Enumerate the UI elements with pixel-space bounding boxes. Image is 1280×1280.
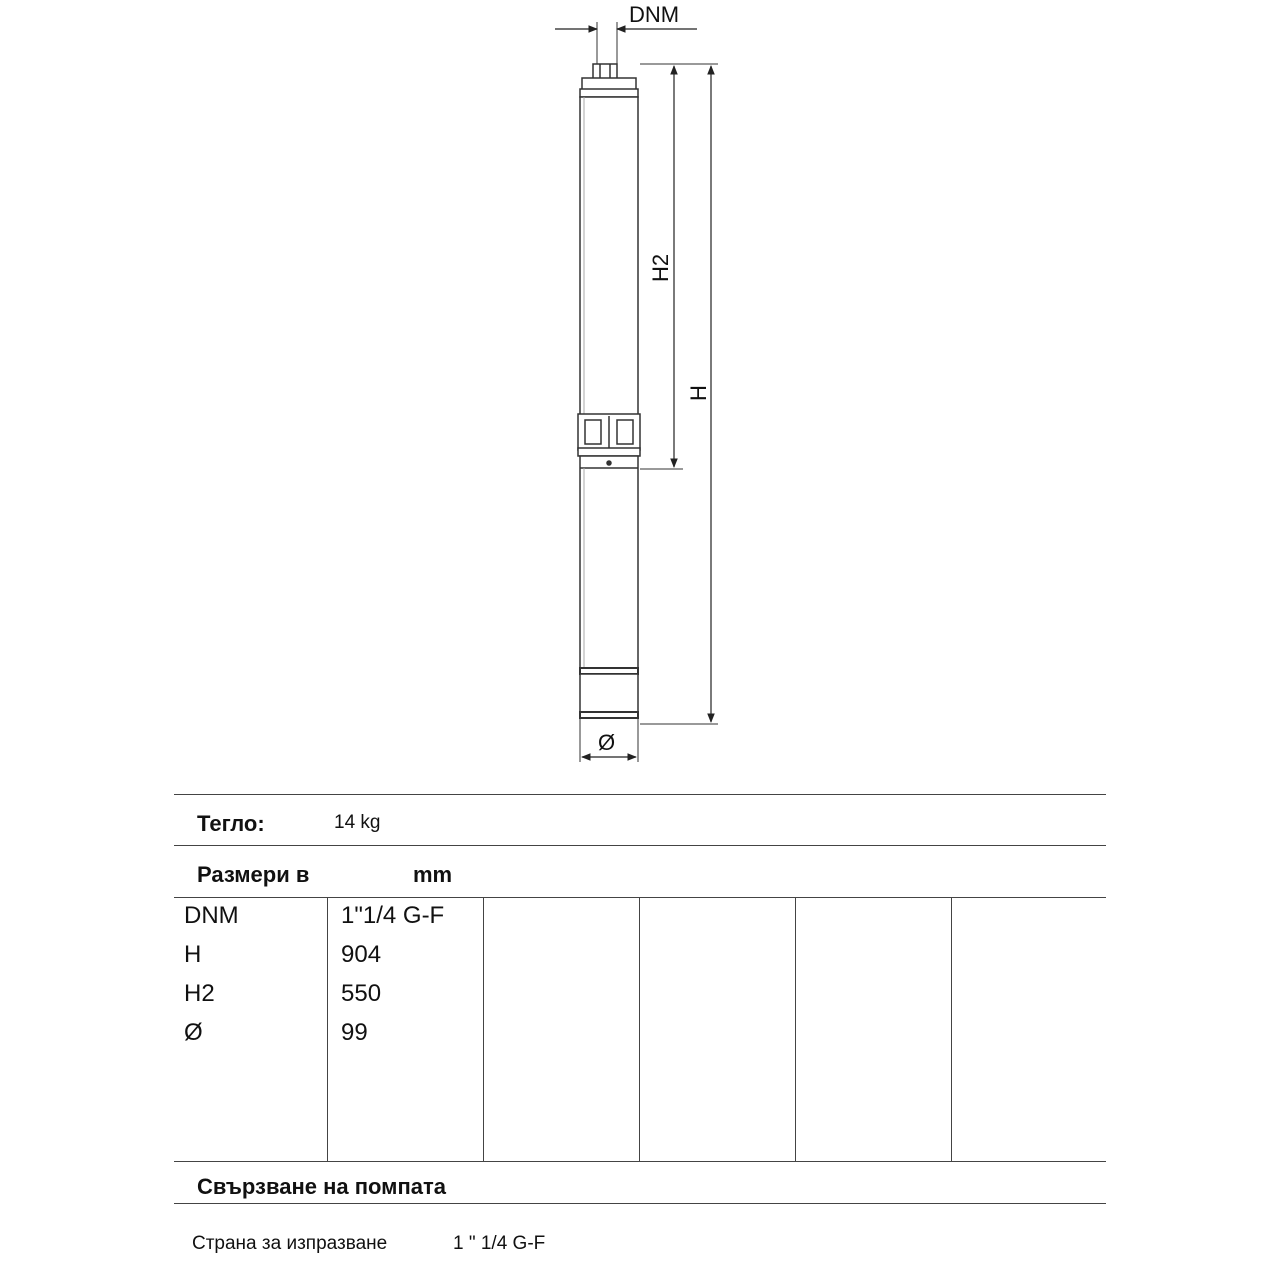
table-rule-weight — [174, 845, 1106, 846]
connection-label: Страна за изпразване — [192, 1233, 388, 1254]
pump-body — [578, 64, 640, 718]
dimension-name-dnm: DNM — [184, 902, 239, 929]
connection-value: 1 " 1/4 G-F — [453, 1233, 546, 1254]
dnm-label: DNM — [629, 2, 680, 27]
table-rule-header — [174, 897, 1106, 898]
dimensions-unit: mm — [413, 862, 453, 887]
column-divider — [327, 897, 328, 1161]
pump-motor-section — [580, 456, 638, 668]
column-divider — [951, 897, 952, 1161]
dimension-name-h2: H2 — [184, 980, 215, 1007]
weight-label: Тегло: — [197, 811, 265, 836]
table-rule-connection — [174, 1203, 1106, 1204]
table-rule-dimensions-bottom — [174, 1161, 1106, 1162]
connection-title: Свързване на помпата — [197, 1174, 446, 1199]
dimensions-label: Размери в — [197, 862, 310, 887]
dimension-value-h: 904 — [341, 941, 382, 968]
pump-hydraulic-section — [580, 97, 638, 415]
column-divider — [483, 897, 484, 1161]
diameter-label: Ø — [598, 730, 616, 755]
dimension-name-h: H — [184, 941, 202, 968]
dimension-value-dnm: 1"1/4 G-F — [341, 902, 445, 929]
h-label: H — [686, 385, 711, 401]
dimension-name-diameter: Ø — [184, 1019, 203, 1046]
column-divider — [795, 897, 796, 1161]
weight-value: 14 kg — [334, 812, 381, 833]
h2-label: H2 — [648, 253, 673, 282]
dimension-value-h2: 550 — [341, 980, 382, 1007]
table-rule-top — [174, 794, 1106, 795]
column-divider — [639, 897, 640, 1161]
pump-head — [582, 78, 636, 90]
dimension-value-diameter: 99 — [341, 1019, 368, 1046]
